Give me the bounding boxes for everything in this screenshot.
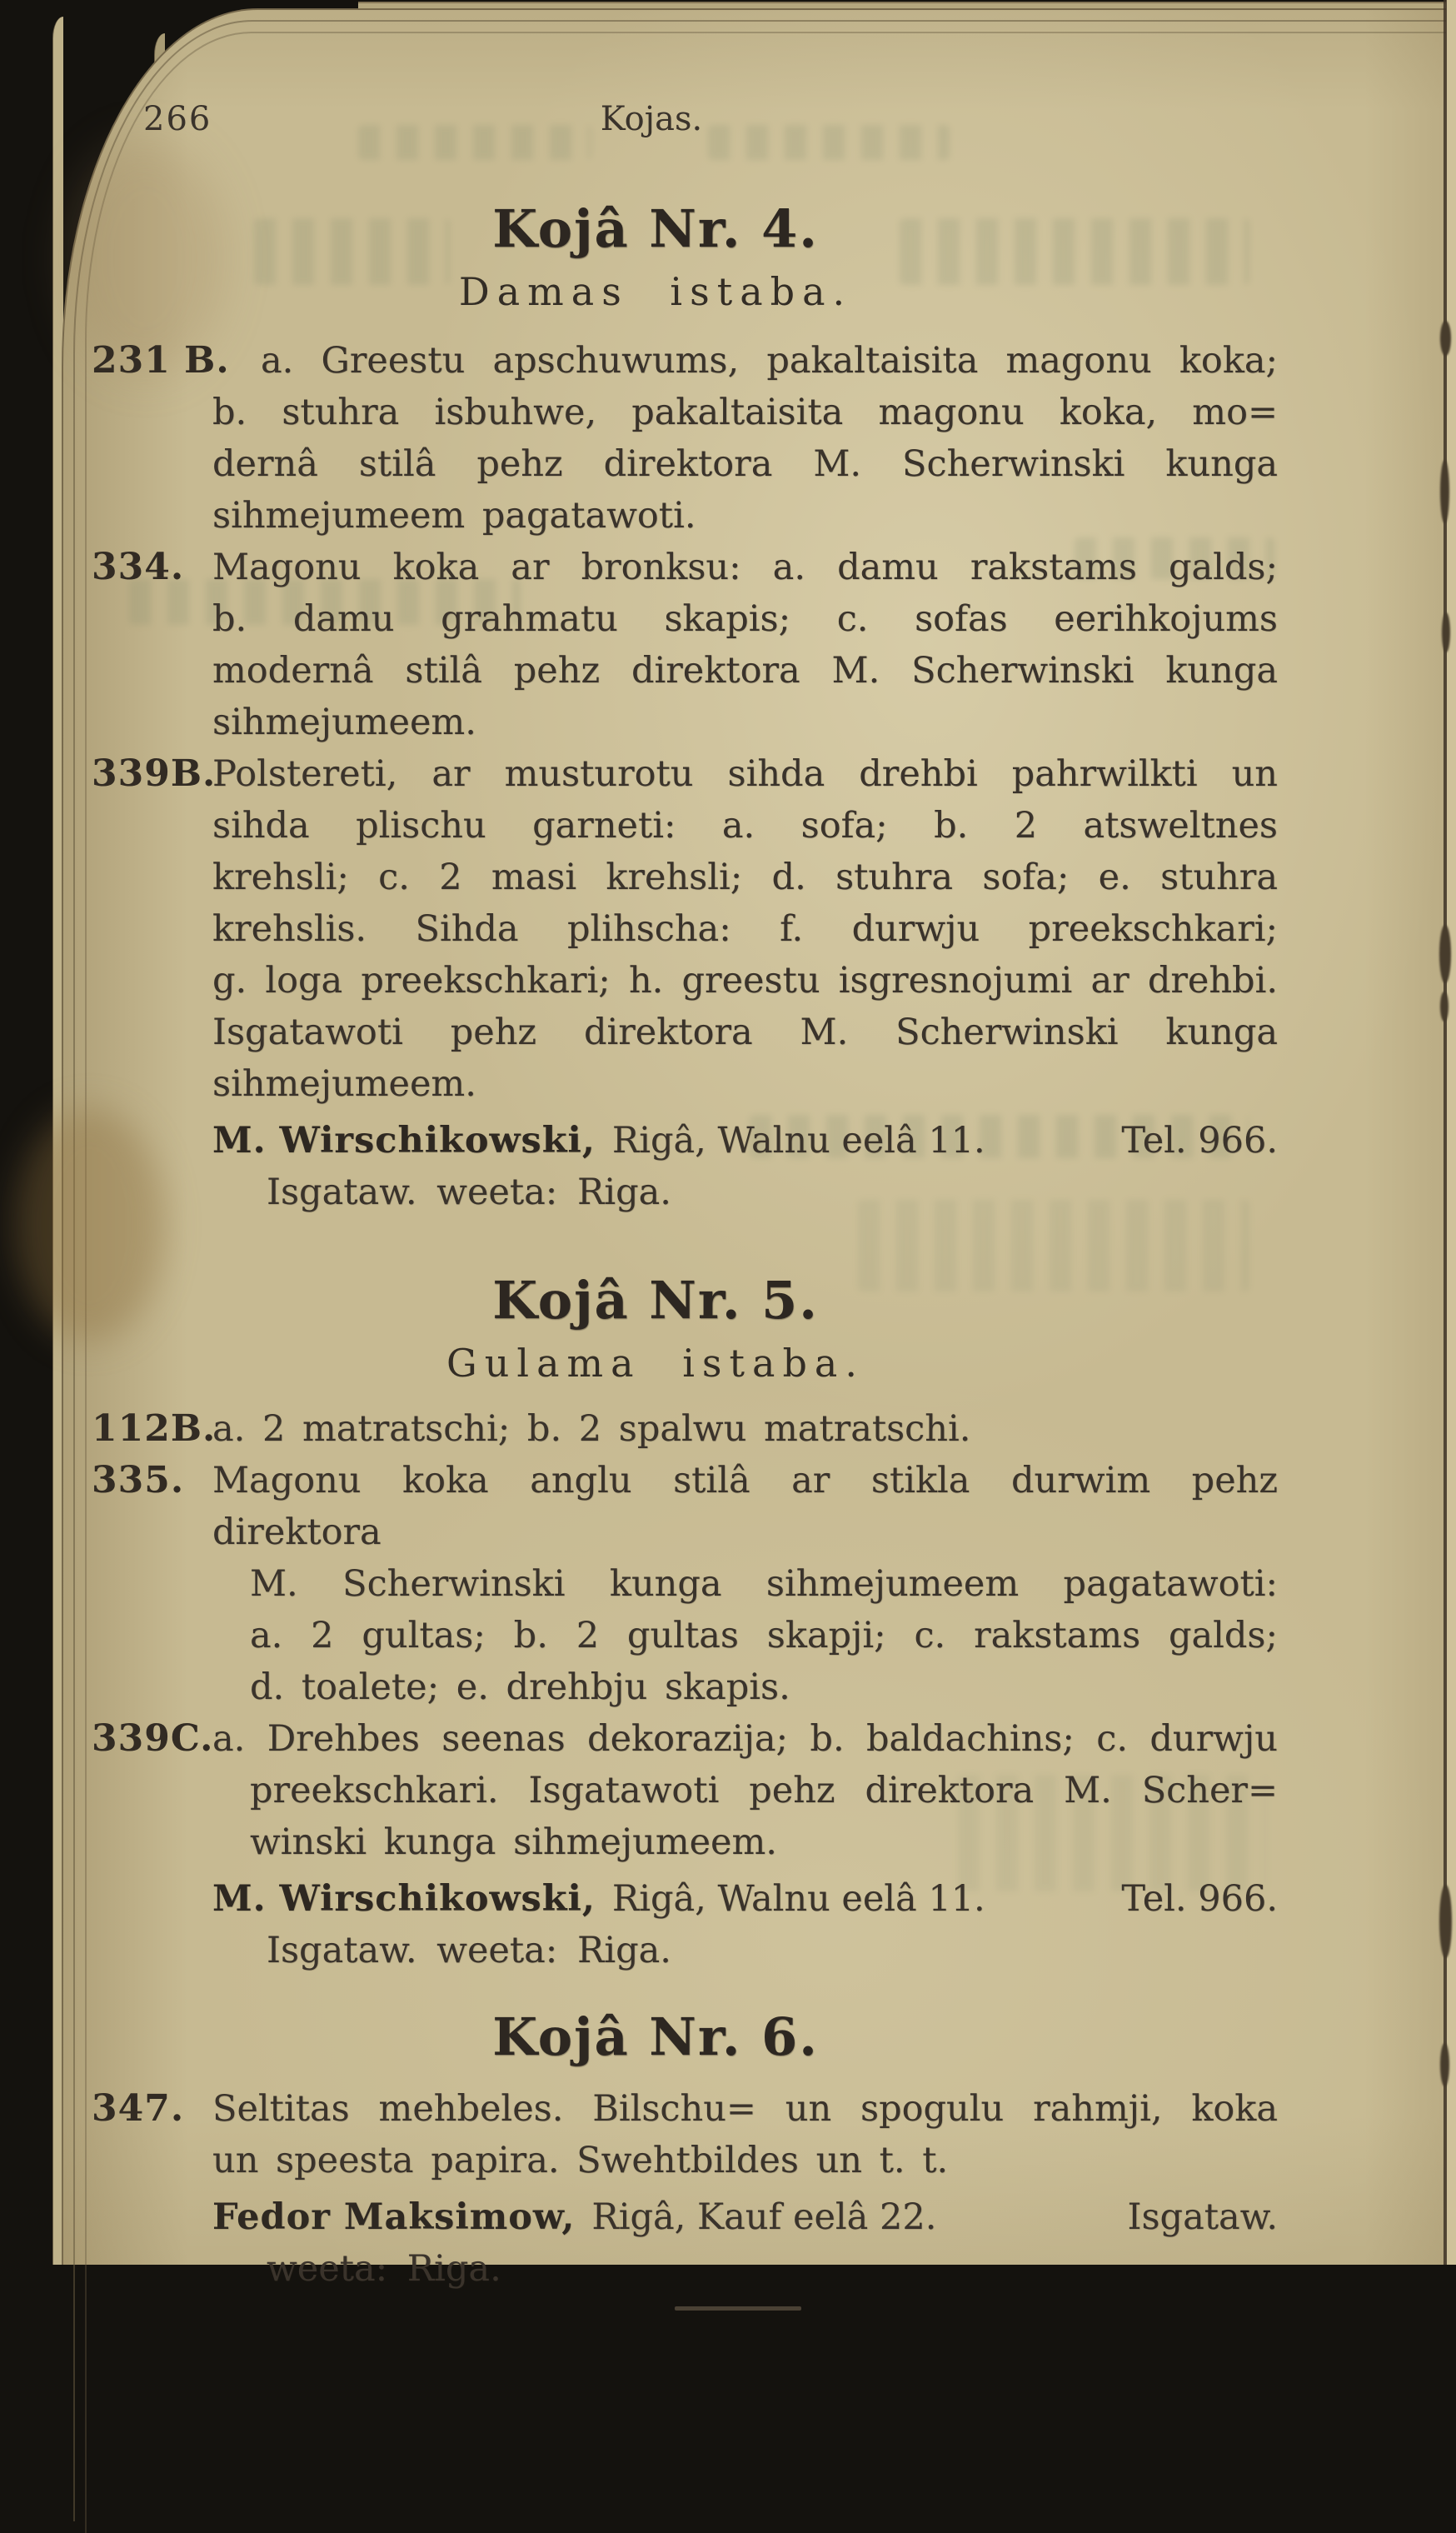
entry-line: preekschkari. Isgatawoti pehz direktora M. Scher= [250, 1770, 1278, 1811]
gutter-blob [1440, 2043, 1449, 2086]
catalog-entry [92, 335, 1278, 542]
section-subheading: Gulama istaba. [446, 1341, 865, 1386]
entry-line: dernâ stilâ pehz direktora M. Scherwinski kunga [212, 443, 1278, 485]
entry-line: sihmejumeem. [212, 702, 476, 743]
page-content [92, 0, 1278, 2311]
entry-line: Magonu koka ar bronksu: a. damu rakstams galds; [212, 547, 1278, 588]
supplier-block [92, 1873, 1278, 1976]
supplier-tel: Tel. 966. [1121, 1878, 1278, 1920]
gutter-blob [1442, 612, 1450, 652]
entry-number: 347. [92, 2087, 185, 2130]
section-heading: Kojâ Nr. 6. [492, 2006, 819, 2067]
supplier-line [212, 1873, 1278, 1925]
supplier-origin: Isgataw. weeta: Riga. [267, 1172, 671, 1213]
entry-line: sihda plischu garneti: a. sofa; b. 2 atsweltnes [212, 805, 1278, 847]
page-header [92, 98, 1278, 142]
entry-line: winski kunga sihmejumeem. [250, 1821, 777, 1863]
catalog-entry [92, 542, 1278, 748]
supplier-tel: Isgataw. [1127, 2196, 1278, 2238]
supplier-origin: Isgataw. weeta: Riga. [267, 1930, 671, 1971]
entry-line: a. 2 matratschi; b. 2 spalwu matratschi. [212, 1408, 971, 1450]
entry-line: un speesta papira. Swehtbildes un t. t. [212, 2140, 949, 2181]
gutter-blob [1440, 992, 1449, 1022]
gutter-blob [1440, 321, 1451, 356]
gutter-blob [1439, 1885, 1452, 1958]
entry-number: 334. [92, 546, 185, 588]
entry-line: g. loga preekschkari; h. greestu isgresnojumi ar drehbi. [212, 960, 1278, 1002]
supplier-tel: Tel. 966. [1121, 1120, 1278, 1162]
supplier-name: Fedor Maksimow, [212, 2196, 576, 2238]
end-rule [675, 2306, 801, 2311]
catalog-entry [92, 1455, 1278, 1713]
supplier-address-group [212, 2191, 936, 2243]
section-heading: Kojâ Nr. 4. [492, 198, 819, 259]
gutter-blob [1440, 460, 1449, 523]
entry-line: krehsli; c. 2 masi krehsli; d. stuhra sofa; e. stuhra [212, 857, 1278, 898]
supplier-line [212, 2191, 1278, 2243]
entry-line: d. toalete; e. drehbju skapis. [250, 1666, 790, 1708]
entry-line: b. stuhra isbuhwe, pakaltaisita magonu koka, mo= [212, 392, 1278, 433]
entry-line: a. Greestu apschuwums, pakaltaisita magonu koka; [261, 340, 1278, 382]
entry-line: modernâ stilâ pehz direktora M. Scherwinski kunga [212, 650, 1278, 692]
supplier-block [92, 2191, 1278, 2295]
entry-line: krehslis. Sihda plihscha: f. durwju preekschkari; [212, 908, 1278, 950]
supplier-address: Rigâ, Walnu eelâ 11. [611, 1878, 985, 1920]
entry-line: a. 2 gultas; b. 2 gultas skapji; c. rakstams galds; [250, 1615, 1278, 1656]
entry-line: b. damu grahmatu skapis; c. sofas eerihkojums [212, 598, 1278, 640]
entry-number: 112B. [92, 1407, 217, 1450]
supplier-address-group [212, 1873, 985, 1925]
entry-line: sihmejumeem pagatawoti. [212, 495, 696, 537]
supplier-line [212, 1115, 1278, 1167]
entry-line: sihmejumeem. [212, 1063, 476, 1105]
entry-number: 339C. [92, 1717, 214, 1760]
gutter-blob [1439, 925, 1451, 983]
catalog-entry [92, 1403, 1278, 1455]
supplier-block [92, 1115, 1278, 1218]
entry-number: 339B. [92, 752, 217, 795]
entry-number: 231 B. [92, 339, 230, 382]
supplier-address-group [212, 1115, 985, 1167]
supplier-name: M. Wirschikowski, [212, 1878, 596, 1920]
supplier-address: Rigâ, Walnu eelâ 11. [611, 1120, 985, 1162]
section-subheading: Damas istaba. [458, 269, 853, 314]
entry-line: M. Scherwinski kunga sihmejumeem pagatawoti: [250, 1563, 1278, 1605]
entry-line: a. Drehbes seenas dekorazija; b. baldachins; c. durwju [212, 1718, 1278, 1760]
catalog-entry [92, 748, 1278, 1110]
supplier-address: Rigâ, Kauf eelâ 22. [591, 2196, 937, 2238]
entry-number: 335. [92, 1459, 185, 1501]
page-number: 266 [143, 100, 212, 138]
supplier-name: M. Wirschikowski, [212, 1120, 596, 1162]
running-head: Kojas. [600, 100, 703, 138]
entry-line: Isgatawoti pehz direktora M. Scherwinski kunga [212, 1012, 1278, 1053]
catalog-entry [92, 2083, 1278, 2186]
supplier-origin: weeta: Riga. [267, 2248, 501, 2290]
entry-line: Seltitas mehbeles. Bilschu= un spogulu rahmji, koka [212, 2088, 1278, 2130]
entry-line: Magonu koka anglu stilâ ar stikla durwim pehz direktora [212, 1460, 1278, 1553]
section-heading: Kojâ Nr. 5. [492, 1270, 819, 1331]
catalog-entry [92, 1713, 1278, 1868]
entry-line: Polstereti, ar musturotu sihda drehbi pahrwilkti un [212, 753, 1278, 795]
